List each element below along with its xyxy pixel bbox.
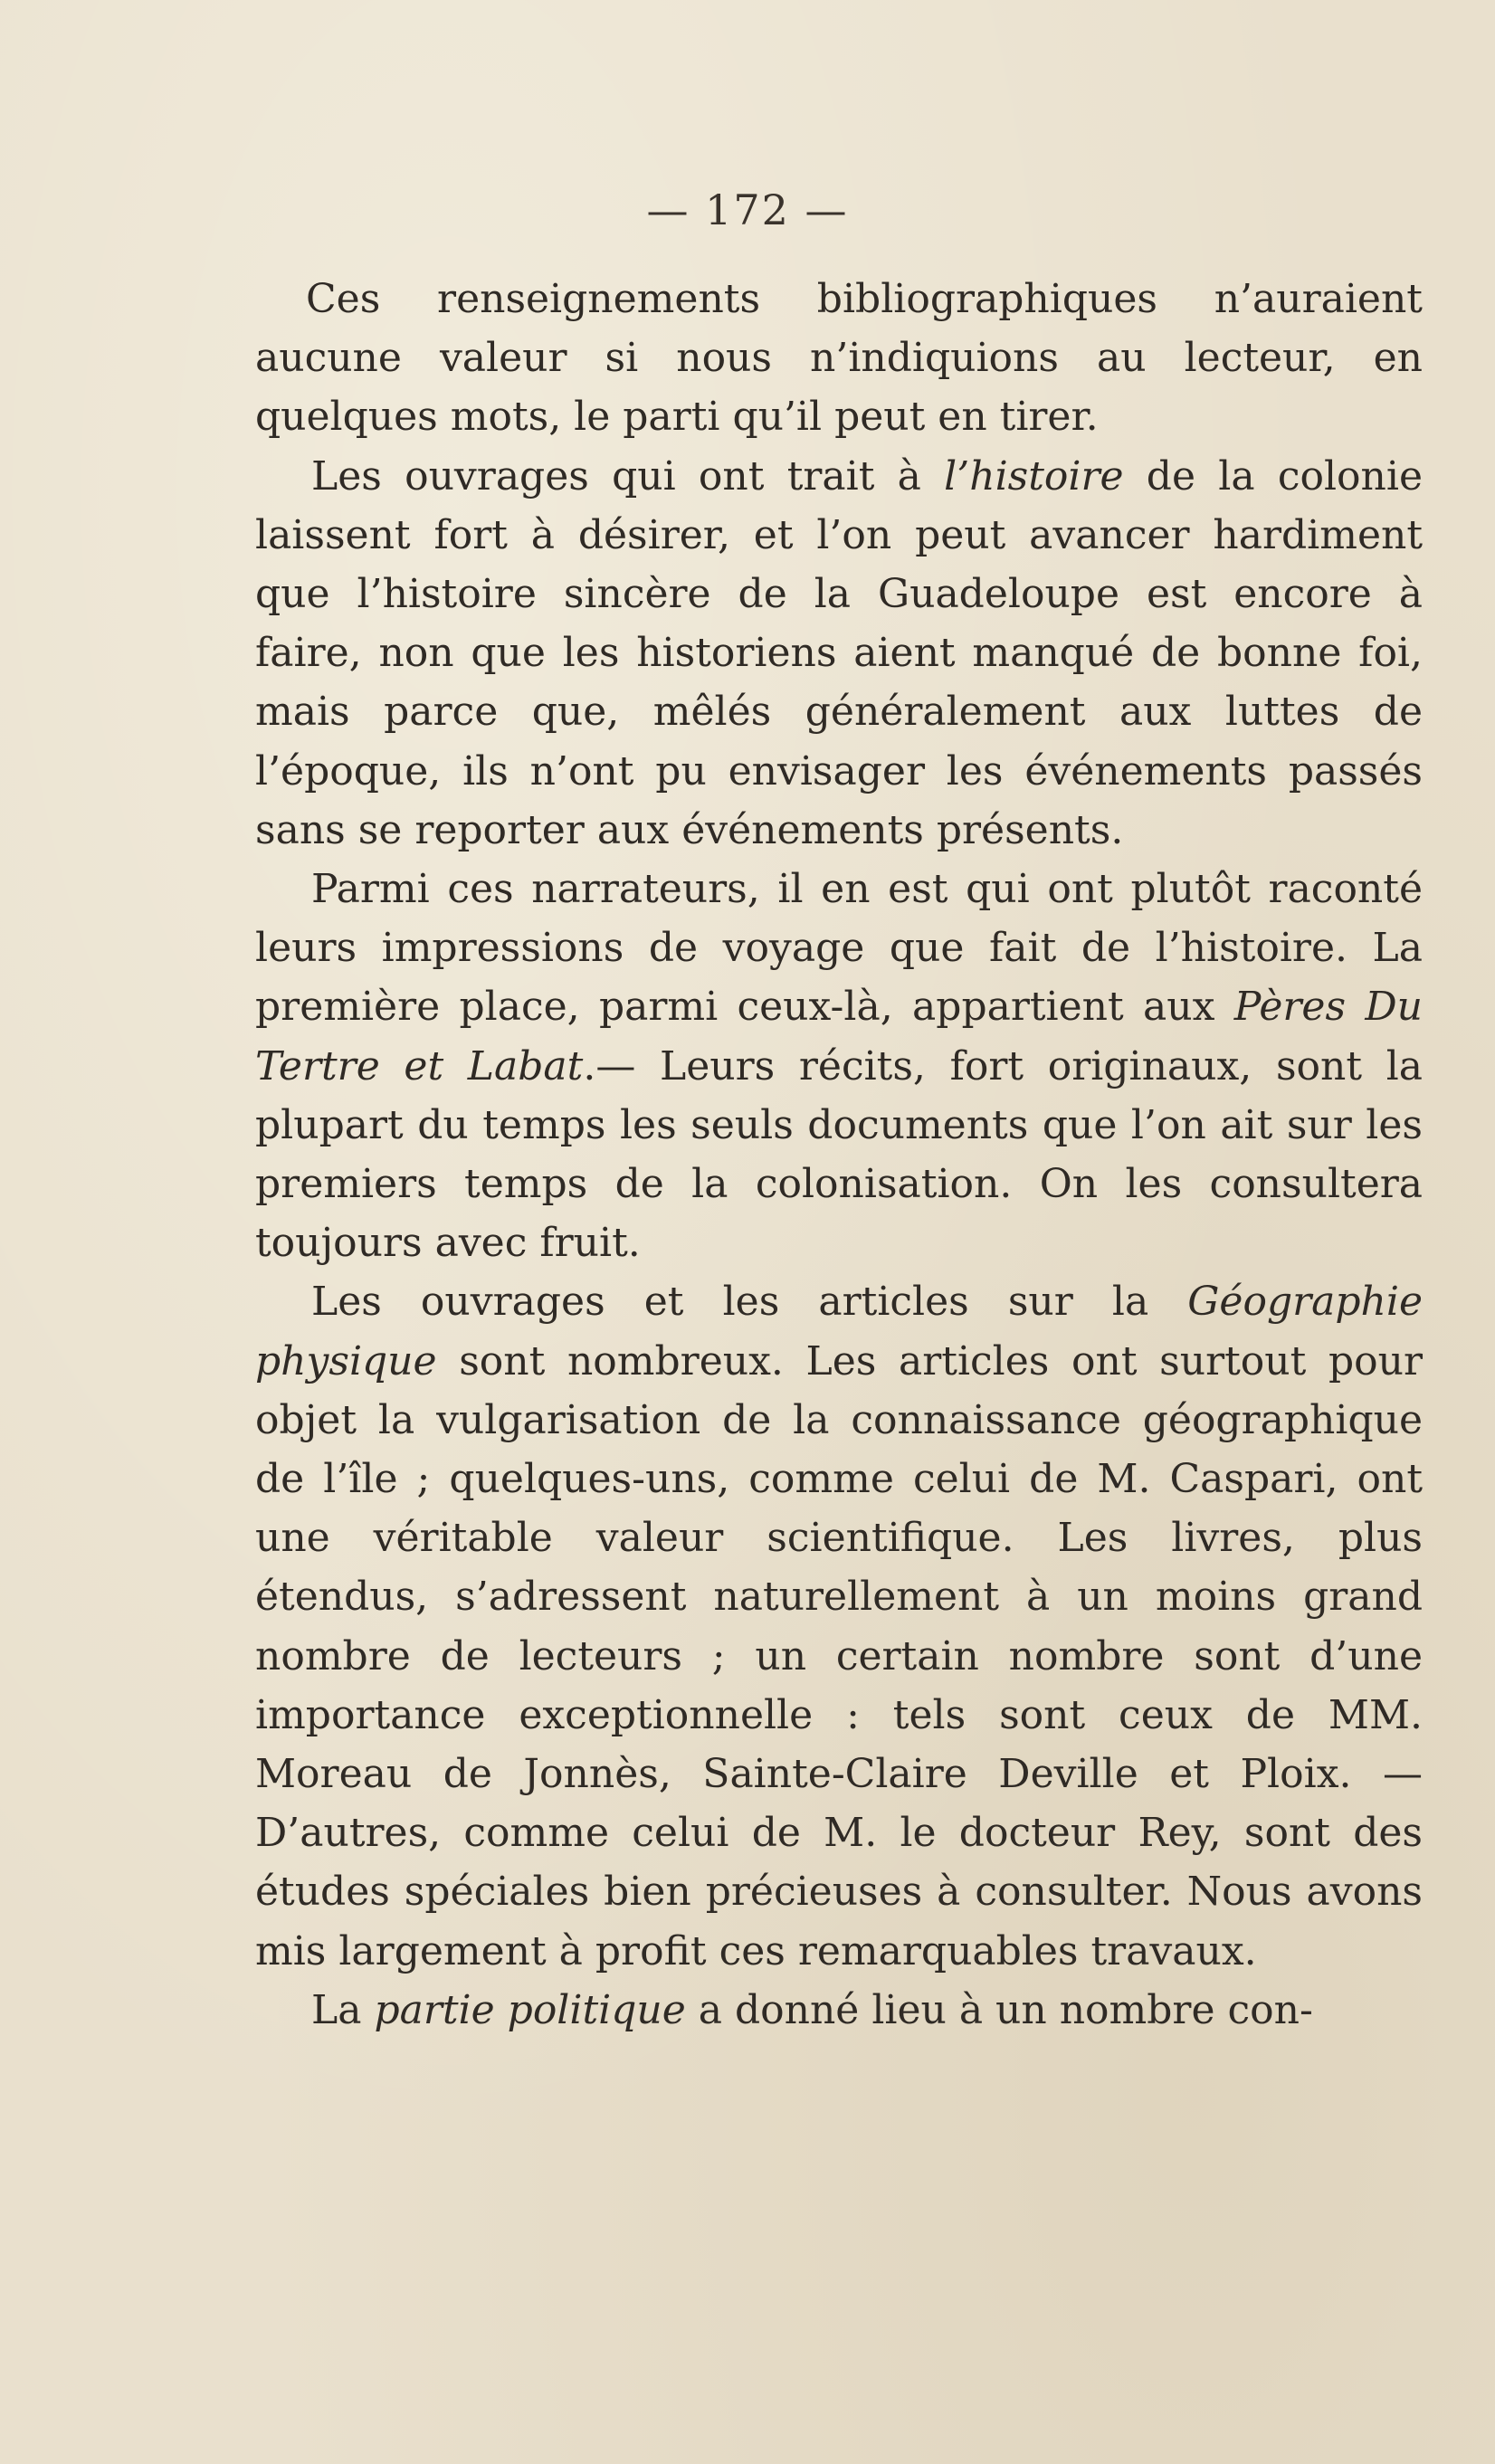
body-text <box>255 270 1423 2040</box>
paragraph-2-italic: l’histoire <box>944 452 1124 499</box>
paragraph-2 <box>255 447 1423 860</box>
paragraph-3 <box>255 860 1423 1272</box>
page-number: — 172 — <box>646 186 849 234</box>
paragraph-2-text-b: de la colonie laissent fort à désirer, et l’on peut avancer hardiment que l’histoire sincère de la Guadeloupe est encore à faire, non que les historiens aient manqué de bonne foi, mais parce que, mêlés généralement aux luttes de l’époque, ils n’ont pu envisager les événements passés sans se reporter aux événements présents. <box>255 452 1423 853</box>
paragraph-5-italic: partie politique <box>374 1986 686 2033</box>
paragraph-4 <box>255 1272 1423 1980</box>
paragraph-4-italic: Géographie physique <box>255 1279 1423 1384</box>
paragraph-3-text-a: Parmi ces narrateurs, il en est qui ont plutôt raconté leurs impressions de voyage que fait de l’histoire. La première place, parmi ceux-là, appartient aux <box>255 866 1423 1031</box>
paragraph-4-text-b: sont nombreux. Les articles ont surtout pour objet la vulgarisation de la connaissance géographique de l’île ; quelques-uns, comme celui de M. Caspari, ont une véritable valeur scientifique. Les livres, plus étendus, s’adressent naturellement à un moins grand nombre de lecteurs ; un certain nombre sont d’une importance exceptionnelle : tels sont ceux de MM. Moreau de Jonnès, Sainte-Claire Deville et Ploix. — D’autres, comme celui de M. le docteur Rey, sont des études spéciales bien précieuses à consulter. Nous avons mis largement à profit ces remarquables travaux. <box>255 1337 1423 1974</box>
paragraph-4-text-a: Les ouvrages et les articles sur la <box>311 1279 1188 1326</box>
paragraph-5-text-a: La <box>311 1986 375 2033</box>
paragraph-1 <box>255 270 1423 447</box>
paragraph-3-text-b: .— Leurs récits, fort originaux, sont la plupart du temps les seuls documents que l’on ait sur les premiers temps de la colonisation. On les consultera toujours avec fruit. <box>255 1042 1423 1267</box>
paragraph-2-text-a: Les ouvrages qui ont trait à <box>311 452 945 499</box>
paragraph-3-italic: Pères Du Tertre et Labat <box>255 984 1423 1089</box>
paragraph-5 <box>255 1981 1423 2040</box>
paragraph-5-text-b: a donné lieu à un nombre con- <box>685 1986 1313 2033</box>
paragraph-1-text: Ces renseignements bibliographiques n’auraient aucune valeur si nous n’indiquions au lecteur, en quelques mots, le parti qu’il peut en tirer. <box>255 276 1423 441</box>
